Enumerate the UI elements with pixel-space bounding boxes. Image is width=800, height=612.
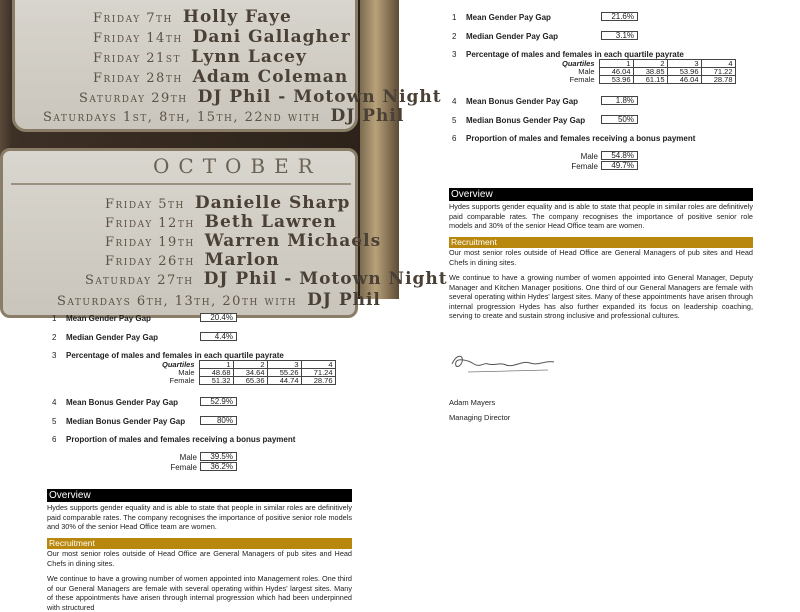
event-day: Friday 14th	[93, 31, 183, 46]
row-label: Female	[569, 75, 595, 84]
event-row	[85, 269, 448, 289]
item-number: 2	[452, 32, 457, 41]
signature-image	[448, 350, 560, 378]
event-row	[105, 250, 280, 270]
bonus-label-female: Female	[571, 162, 598, 171]
table-cell: 46.04	[667, 76, 701, 84]
signatory-title: Managing Director	[449, 413, 511, 422]
event-day: Friday 12th	[105, 216, 195, 231]
signatory-name: Adam Mayers	[449, 398, 496, 407]
item-label: Percentage of males and females in each quartile payrate	[466, 50, 684, 59]
month-heading: OCTOBER	[153, 154, 322, 178]
table-cell: 28.76	[301, 377, 335, 385]
item-label: Percentage of males and females in each quartile payrate	[66, 351, 284, 360]
table-cell: 48.68	[199, 369, 233, 377]
event-row	[93, 47, 307, 67]
row-label: Male	[578, 67, 595, 76]
item-label: Proportion of males and females receiving a bonus payment	[466, 134, 696, 143]
item-number: 6	[52, 435, 57, 444]
quartiles-header: Quartiles	[562, 59, 595, 68]
metric-value: 3.1%	[601, 31, 638, 40]
event-row	[93, 27, 351, 47]
event-board-photo	[0, 0, 448, 310]
table-cell: 71.22	[701, 68, 735, 76]
recruitment-text: We continue to have a growing number of women appointed into Management roles. One third of our General Managers are female with several operating within Hydes' largest sites. Many of these appointments have arisen through internal progression which had been underpinned with structured	[47, 574, 352, 612]
bonus-label-male: Male	[179, 453, 197, 462]
metric-value: 50%	[601, 115, 638, 124]
event-name: Warren Michaels	[204, 231, 382, 251]
event-row	[105, 231, 381, 251]
item-number: 3	[52, 351, 57, 360]
item-number: 1	[52, 314, 57, 323]
table-cell: 38.85	[633, 68, 667, 76]
metric-value: 52.9%	[200, 397, 237, 406]
bonus-label-male: Male	[580, 152, 598, 161]
table-cell: 65.36	[233, 377, 267, 385]
table-cell: 53.96	[667, 68, 701, 76]
overview-heading: Overview	[47, 489, 352, 502]
event-row	[93, 67, 348, 87]
item-number: 5	[452, 116, 457, 125]
quartile-col: 2	[233, 361, 267, 369]
bonus-label-female: Female	[170, 463, 197, 472]
event-row	[79, 87, 442, 107]
event-name: Dani Gallagher	[192, 27, 351, 47]
event-name: DJ Phil	[330, 106, 405, 126]
event-row	[43, 106, 404, 126]
event-day: Friday 19th	[105, 235, 195, 250]
gender-pay-report-right	[400, 0, 800, 600]
metric-value: 4.4%	[200, 332, 237, 341]
metric-value: 80%	[200, 416, 237, 425]
table-cell: 53.96	[599, 76, 633, 84]
bonus-value-female: 49.7%	[601, 161, 638, 170]
row-label: Female	[169, 376, 195, 385]
quartile-col: 1	[199, 361, 233, 369]
item-label: Proportion of males and females receiving a bonus payment	[66, 435, 296, 444]
item-number: 5	[52, 417, 57, 426]
quartile-col: 2	[633, 60, 667, 68]
item-label: Mean Bonus Gender Pay Gap	[466, 97, 579, 106]
item-label: Median Bonus Gender Pay Gap	[66, 417, 186, 426]
item-number: 1	[452, 13, 457, 22]
quartile-col: 3	[267, 361, 301, 369]
event-day: Saturdays 1st, 8th, 15th, 22nd with	[43, 110, 321, 125]
metric-value: 20.4%	[200, 313, 237, 322]
event-row	[105, 193, 350, 213]
bonus-value-male: 39.5%	[200, 452, 237, 461]
quartiles-header: Quartiles	[162, 360, 195, 369]
event-day: Friday 5th	[105, 197, 185, 212]
photo-wall-edge	[360, 0, 399, 299]
table-cell: 61.15	[633, 76, 667, 84]
table-cell: 28.78	[701, 76, 735, 84]
gender-pay-report-left	[0, 300, 400, 612]
quartile-col: 4	[701, 60, 735, 68]
recruitment-heading: Recruitment	[449, 237, 753, 248]
event-name: DJ Phil - Motown Night	[203, 269, 448, 289]
event-board-october	[0, 148, 448, 318]
overview-text: Hydes supports gender equality and is able to state that people in similar roles are definitively paid comparable rates. The company recognises the importance of positive senior role models and 30% of the senior Head Office team are women.	[47, 503, 352, 532]
event-day: Friday 26th	[105, 254, 195, 269]
quartile-table	[160, 360, 336, 385]
metric-value: 21.6%	[601, 12, 638, 21]
event-board-september	[12, 0, 442, 132]
event-name: Beth Lawren	[204, 212, 337, 232]
item-number: 3	[452, 50, 457, 59]
item-label: Mean Gender Pay Gap	[66, 314, 151, 323]
item-number: 2	[52, 333, 57, 342]
event-day: Saturdays 6th, 13th, 20th with	[57, 294, 298, 309]
event-name: DJ Phil - Motown Night	[197, 87, 442, 107]
item-label: Median Bonus Gender Pay Gap	[466, 116, 586, 125]
item-number: 4	[52, 398, 57, 407]
table-cell: 51.32	[199, 377, 233, 385]
event-name: Danielle Sharp	[194, 193, 351, 213]
recruitment-heading: Recruitment	[47, 538, 352, 549]
quartile-col: 1	[599, 60, 633, 68]
event-day: Friday 21st	[93, 51, 181, 66]
quartile-col: 3	[667, 60, 701, 68]
event-name: Holly Faye	[182, 7, 292, 27]
event-row	[93, 7, 292, 27]
item-number: 4	[452, 97, 457, 106]
event-name: Adam Coleman	[192, 67, 349, 87]
table-cell: 55.26	[267, 369, 301, 377]
quartile-col: 4	[301, 361, 335, 369]
event-day: Saturday 29th	[79, 91, 188, 106]
overview-text: Hydes supports gender equality and is able to state that people in similar roles are definitively paid comparable rates. The company recognises the importance of positive senior role models and 30% of the senior Head Office team are women.	[449, 202, 753, 231]
recruitment-text: Our most senior roles outside of Head Office are General Managers of pub sites and Head Chefs in dining sites.	[449, 248, 753, 267]
event-row	[105, 212, 337, 232]
event-day: Saturday 27th	[85, 273, 194, 288]
recruitment-text: Our most senior roles outside of Head Office are General Managers of pub sites and Head Chefs in dining sites.	[47, 549, 352, 568]
table-cell: 46.04	[599, 68, 633, 76]
item-label: Mean Bonus Gender Pay Gap	[66, 398, 179, 407]
row-label: Male	[178, 368, 195, 377]
metric-value: 1.8%	[601, 96, 638, 105]
quartile-table	[560, 59, 736, 84]
bonus-value-male: 54.8%	[601, 151, 638, 160]
table-cell: 71.24	[301, 369, 335, 377]
overview-heading: Overview	[449, 188, 753, 201]
item-number: 6	[452, 134, 457, 143]
event-name: DJ Phil	[307, 290, 381, 310]
table-cell: 44.74	[267, 377, 301, 385]
divider	[11, 183, 351, 185]
item-label: Median Gender Pay Gap	[66, 333, 159, 342]
item-label: Median Gender Pay Gap	[466, 32, 559, 41]
recruitment-text: We continue to have a growing number of women appointed into General Manager, Deputy Manager and Kitchen Manager positions. One third of our General Managers are female with several operating within Hydes' largest sites. Many of these appointments have arisen through internal progression Hydes has also further expanded its focus on leadership coaching, serving to create and sustain strong inclusive and professional cultures.	[449, 273, 753, 321]
event-day: Friday 28th	[93, 71, 183, 86]
event-name: Lynn Lacey	[191, 47, 307, 67]
bonus-value-female: 36.2%	[200, 462, 237, 471]
item-label: Mean Gender Pay Gap	[466, 13, 551, 22]
table-cell: 34.64	[233, 369, 267, 377]
event-day: Friday 7th	[93, 11, 173, 26]
event-name: Marlon	[204, 250, 280, 270]
